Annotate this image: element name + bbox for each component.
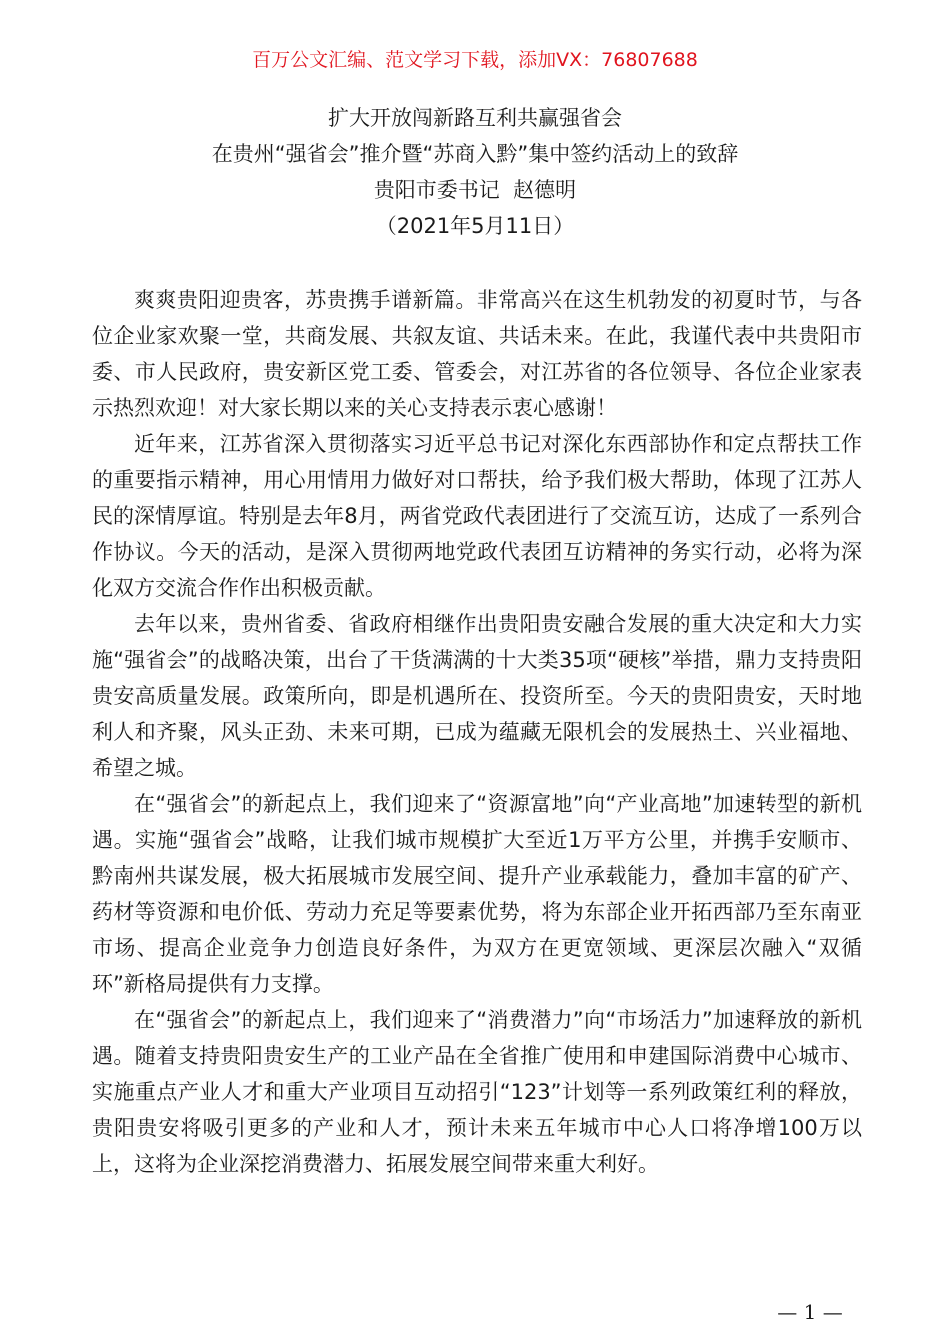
paragraph-5: 在“强省会”的新起点上，我们迎来了“消费潜力”向“市场活力”加速释放的新机遇。随着支持贵阳贵安生产的工业产品在全省推广使用和申建国际消费中心城市、实施重点产业人才和重大产业项目互动招引“123”计划等一系列政策红利的释放，贵阳贵安将吸引更多的产业和人才，预计未来五年城市中心人口将净增100万以上，这将为企业深挖消费潜力、拓展发展空间带来重大利好。 [92,1008,862,1176]
header-banner: 百万公文汇编、范文学习下载，添加VX：76807688 [252,49,698,71]
paragraph-3: 去年以来，贵州省委、省政府相继作出贵阳贵安融合发展的重大决定和大力实施“强省会”的战略决策，出台了干货满满的十大类35项“硬核”举措，鼎力支持贵阳贵安高质量发展。政策所向，即是机遇所在、投资所至。今天的贵阳贵安，天时地利人和齐聚，风头正劲、未来可期，已成为蕴藏无限机会的发展热土、兴业福地、希望之城。 [92,612,862,780]
title-block [0,100,950,244]
paragraph-4: 在“强省会”的新起点上，我们迎来了“资源富地”向“产业高地”加速转型的新机遇。实施“强省会”战略，让我们城市规模扩大至近1万平方公里，并携手安顺市、黔南州共谋发展，极大拓展城市发展空间、提升产业承载能力，叠加丰富的矿产、药材等资源和电价低、劳动力充足等要素优势，将为东部企业开拓西部乃至东南亚市场、提高企业竞争力创造良好条件，为双方在更宽领域、更深层次融入“双循环”新格局提供有力支撑。 [92,792,862,996]
page-number: — 1 — [777,1300,843,1324]
speech-date: （2021年5月11日） [375,214,575,238]
speech-title: 扩大开放闯新路互利共赢强省会 [328,106,622,130]
paragraph-1: 爽爽贵阳迎贵客，苏贵携手谱新篇。非常高兴在这生机勃发的初夏时节，与各位企业家欢聚一堂，共商发展、共叙友谊、共话未来。在此，我谨代表中共贵阳市委、市人民政府，贵安新区党工委、管委会，对江苏省的各位领导、各位企业家表示热烈欢迎！对大家长期以来的关心支持表示衷心感谢！ [92,288,862,420]
speech-body [92,282,862,1182]
speech-occasion: 在贵州“强省会”推介暨“苏商入黔”集中签约活动上的致辞 [211,142,739,166]
speaker-line: 贵阳市委书记 赵德明 [373,178,577,202]
paragraph-2: 近年来，江苏省深入贯彻落实习近平总书记对深化东西部协作和定点帮扶工作的重要指示精神，用心用情用力做好对口帮扶，给予我们极大帮助，体现了江苏人民的深情厚谊。特别是去年8月，两省党政代表团进行了交流互访，达成了一系列合作协议。今天的活动，是深入贯彻两地党政代表团互访精神的务实行动，必将为深化双方交流合作作出积极贡献。 [92,432,862,600]
